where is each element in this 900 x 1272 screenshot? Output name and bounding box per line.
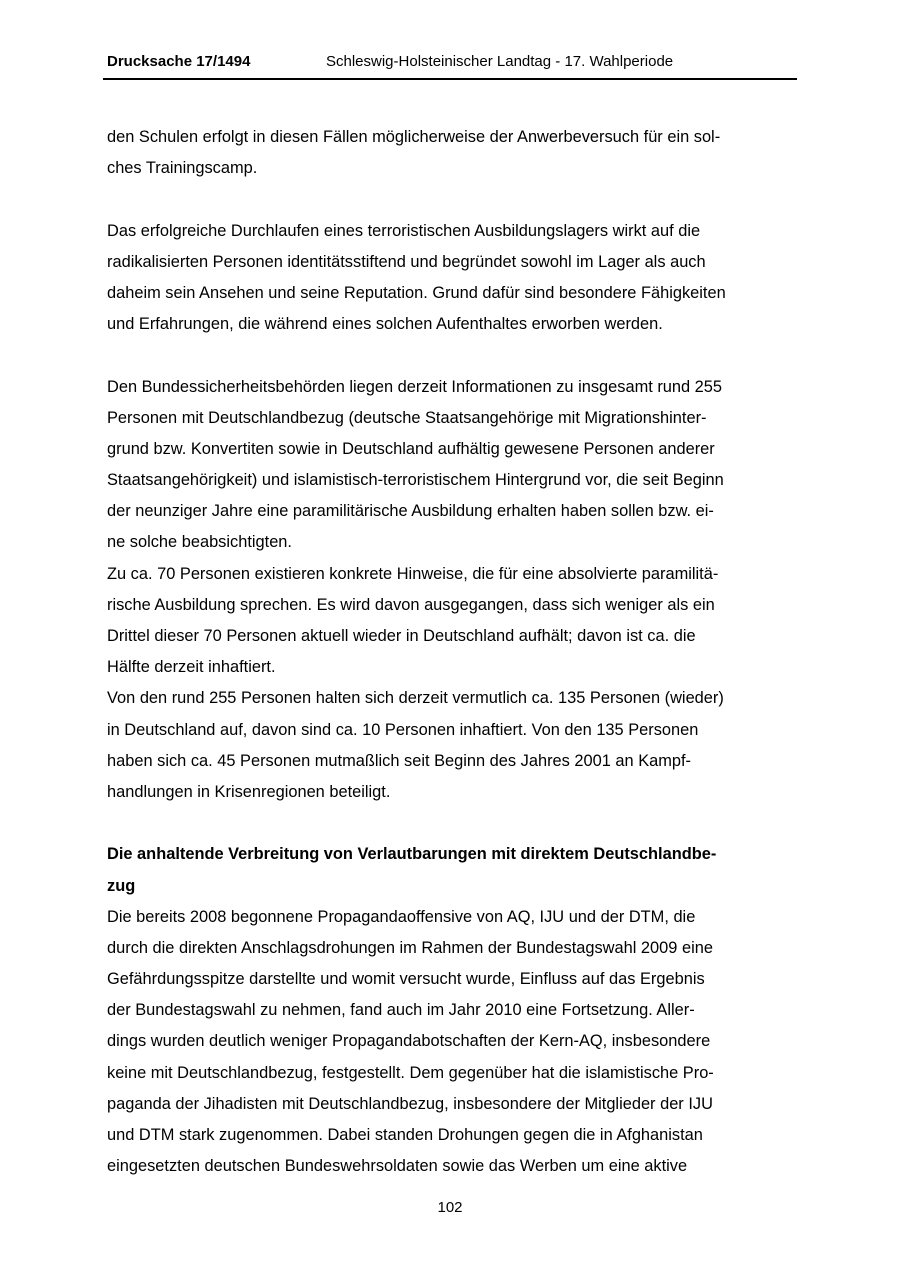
text-line: Drittel dieser 70 Personen aktuell wieder in Deutschland aufhält; davon ist ca. die — [107, 627, 696, 645]
text-line: der Bundestagswahl zu nehmen, fand auch im Jahr 2010 eine Fortsetzung. Aller- — [107, 1001, 695, 1020]
text-line: den Schulen erfolgt in diesen Fällen möglicherweise der Anwerbeversuch für ein sol- — [107, 128, 721, 146]
text-line: Zu ca. 70 Personen existieren konkrete Hinweise, die für eine absolvierte paramilitä- — [107, 564, 719, 583]
text-line: Gefährdungsspitze darstellte und womit versucht wurde, Einfluss auf das Ergebnis — [107, 970, 705, 989]
heading-line: zug — [107, 876, 136, 895]
document-body — [107, 122, 797, 1182]
text-line: und DTM stark zugenommen. Dabei standen Drohungen gegen die in Afghanistan — [107, 1126, 703, 1144]
paragraph — [107, 372, 797, 559]
text-line: ne solche beabsichtigten. — [107, 533, 292, 552]
text-line: Personen mit Deutschlandbezug (deutsche Staatsangehörige mit Migrationshinter- — [107, 408, 707, 427]
text-line: ches Trainingscamp. — [107, 159, 258, 178]
text-line: Die bereits 2008 begonnene Propagandaoffensive von AQ, IJU und der DTM, die — [107, 907, 696, 926]
header-title: Schleswig-Holsteinischer Landtag - 17. Wahlperiode — [326, 53, 674, 70]
text-line: Staatsangehörigkeit) und islamistisch-terroristischem Hintergrund vor, die seit Beginn — [107, 471, 724, 490]
text-line: handlungen in Krisenregionen beteiligt. — [107, 782, 391, 801]
document-number: Drucksache 17/1494 — [107, 53, 251, 70]
text-line: daheim sein Ansehen und seine Reputation. Grund dafür sind besondere Fähigkeiten — [107, 283, 726, 302]
paragraph — [107, 902, 797, 1183]
paragraph — [107, 683, 797, 808]
text-line: der neunziger Jahre eine paramilitärische Ausbildung erhalten haben sollen bzw. ei- — [107, 502, 714, 521]
text-line: paganda der Jihadisten mit Deutschlandbezug, insbesondere der Mitglieder der IJU — [107, 1094, 713, 1113]
text-line: dings wurden deutlich weniger Propagandabotschaften der Kern-AQ, insbesondere — [107, 1032, 711, 1051]
heading-line: Die anhaltende Verbreitung von Verlautbarungen mit direktem Deutschlandbe- — [107, 845, 717, 864]
paragraph — [107, 122, 797, 184]
text-line: rische Ausbildung sprechen. Es wird davon ausgegangen, dass sich weniger als ein — [107, 595, 715, 614]
text-line: Von den rund 255 Personen halten sich derzeit vermutlich ca. 135 Personen (wieder) — [107, 689, 724, 708]
text-line: eingesetzten deutschen Bundeswehrsoldaten sowie das Werben um eine aktive — [107, 1157, 688, 1176]
paragraph — [107, 216, 797, 341]
text-line: und Erfahrungen, die während eines solchen Aufenthaltes erworben werden. — [107, 315, 663, 334]
text-line: Das erfolgreiche Durchlaufen eines terroristischen Ausbildungslagers wirkt auf die — [107, 221, 701, 240]
text-line: keine mit Deutschlandbezug, festgestellt. Dem gegenüber hat die islamistische Pro- — [107, 1063, 714, 1082]
text-line: in Deutschland auf, davon sind ca. 10 Personen inhaftiert. Von den 135 Personen — [107, 720, 699, 739]
page-number: 102 — [437, 1199, 463, 1216]
text-line: Hälfte derzeit inhaftiert. — [107, 658, 276, 677]
text-line: haben sich ca. 45 Personen mutmaßlich seit Beginn des Jahres 2001 an Kampf- — [107, 751, 692, 770]
text-line: radikalisierten Personen identitätsstiftend und begründet sowohl im Lager als auch — [107, 252, 706, 271]
section-heading — [107, 839, 797, 901]
text-line: grund bzw. Konvertiten sowie in Deutschland aufhältig gewesene Personen anderer — [107, 439, 715, 458]
page-header — [103, 50, 797, 80]
paragraph — [107, 559, 797, 684]
text-line: Den Bundessicherheitsbehörden liegen derzeit Informationen zu insgesamt rund 255 — [107, 377, 723, 396]
text-line: durch die direkten Anschlagsdrohungen im Rahmen der Bundestagswahl 2009 eine — [107, 938, 713, 957]
